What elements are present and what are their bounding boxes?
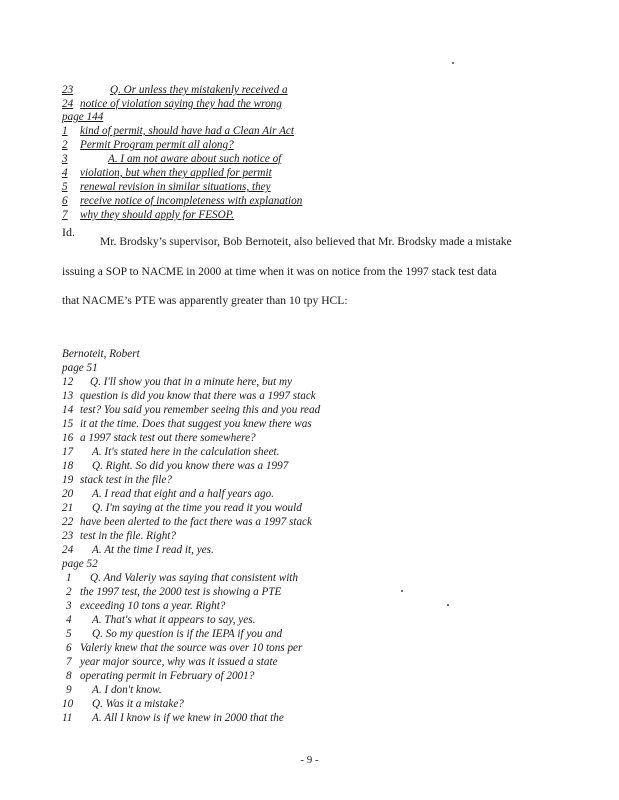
transcript-line: 6 receive notice of incompleteness with explanation [62,195,303,207]
transcript-line: 24 A. At the time I read it, yes. [62,544,214,556]
transcript-line: 7 year major source, why was it issued a state [66,656,278,668]
transcript-line: 17 A. It's stated here in the calculation sheet. [62,446,280,458]
transcript-line: 23 Q. Or unless they mistakenly received a [62,84,288,96]
transcript-line: 3 A. I am not aware about such notice of [62,153,282,165]
witness-name: Bernoteit, Robert [62,348,140,360]
transcript-line: 3 exceeding 10 tons a year. Right? [66,600,226,612]
transcript-line: 16 a 1997 stack test out there somewhere? [62,432,256,444]
scan-speck [401,590,403,592]
body-line: that NACME’s PTE was apparently greater than 10 tpy HCL: [62,294,348,307]
transcript-line: 4 violation, but when they applied for permit [62,167,272,179]
transcript-line: 19 stack test in the file? [62,474,172,486]
transcript-line: 1 Q. And Valeriy was saying that consistent with [66,572,298,584]
transcript-line: 21 Q. I'm saying at the time you read it you would [62,502,302,514]
transcript-line: 10 Q. Was it a mistake? [62,698,184,710]
transcript-page-ref: page 51 [62,362,98,374]
scan-speck [447,604,449,606]
transcript-line: 23 test in the file. Right? [62,530,177,542]
transcript-line: 12 Q. I'll show you that in a minute here, but my [62,376,293,388]
citation-id: Id. [62,225,75,239]
scan-speck [452,62,454,64]
transcript-line: 8 operating permit in February of 2001? [66,670,255,682]
transcript-line: 14 test? You said you remember seeing this and you read [62,404,321,416]
transcript-page-ref: page 144 [62,111,104,123]
transcript-line: 13 question is did you know that there was a 1997 stack [62,390,316,402]
transcript-line: 1 kind of permit, should have had a Clean Air Act [62,125,294,137]
transcript-line: 7 why they should apply for FESOP. [62,209,234,221]
transcript-line: 15 it at the time. Does that suggest you knew there was [62,418,312,430]
transcript-line: 11 A. All I know is if we knew in 2000 that the [62,712,284,724]
page-number: - 9 - [300,754,319,766]
transcript-page-ref: page 52 [62,558,98,570]
transcript-line: 4 A. That's what it appears to say, yes. [66,614,256,626]
body-line: Mr. Brodsky’s supervisor, Bob Bernoteit, also believed that Mr. Brodsky made a mistake [100,235,512,248]
transcript-line: 2 the 1997 test, the 2000 test is showing a PTE [66,586,282,598]
transcript-line: 18 Q. Right. So did you know there was a 1997 [62,460,289,472]
transcript-line: 9 A. I don't know. [66,684,162,696]
body-line: issuing a SOP to NACME in 2000 at time when it was on notice from the 1997 stack test data [62,265,497,278]
transcript-line: 5 Q. So my question is if the IEPA if you and [66,628,283,640]
transcript-line: 22 have been alerted to the fact there was a 1997 stack [62,516,312,528]
transcript-line: 24 notice of violation saying they had the wrong [62,98,282,110]
transcript-line: 6 Valeriy knew that the source was over 10 tons per [66,642,303,654]
transcript-line: 5 renewal revision in similar situations, they [62,181,271,193]
transcript-line: 20 A. I read that eight and a half years ago. [62,488,274,500]
transcript-line: 2 Permit Program permit all along? [62,139,234,151]
